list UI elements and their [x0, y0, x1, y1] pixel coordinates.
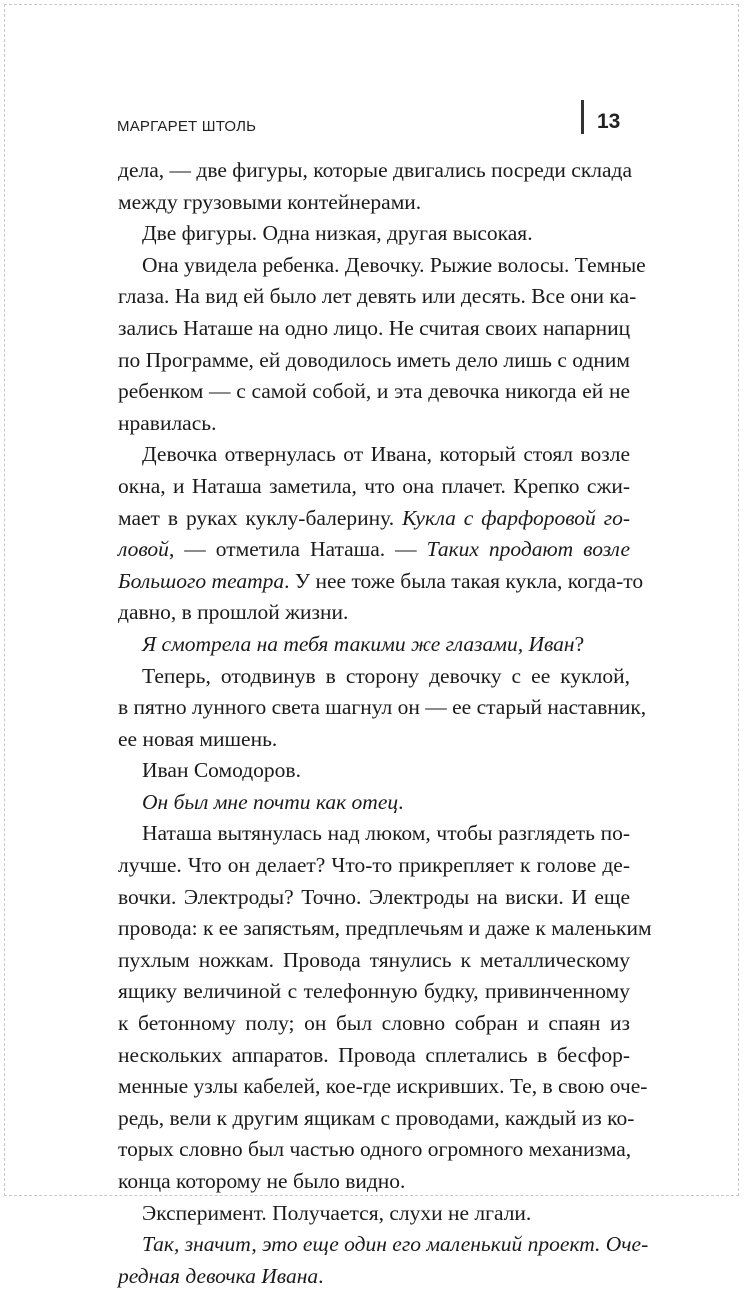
text-line [118, 629, 630, 661]
text-line: ее новая мишень. [118, 726, 278, 751]
text-line: нескольких аппаратов. Провода сплетались в бесфор- [118, 1042, 630, 1067]
italic-text: Большого театра [118, 568, 285, 593]
text-line: Эксперимент. Получается, слухи не лгали. [142, 1200, 532, 1225]
text-line: ящику величиной с телефонную будку, привинченному [118, 979, 630, 1004]
text-line: пухлым ножкам. Провода тянулись к металлическому [118, 947, 630, 972]
text-line: конца которому не было видно. [118, 1169, 406, 1193]
text-line [118, 503, 630, 535]
text-line: глаза. На вид ей было лет девять или десять. Все они ка- [118, 284, 637, 309]
text-line: к бетонному полу; он был словно собран и спаян из [118, 1011, 630, 1036]
italic-text: Кукла с фарфоровой го- [402, 505, 631, 530]
text-line: дела, — две фигуры, которые двигались посреди склада [118, 158, 633, 182]
text-run: . [398, 789, 404, 814]
italic-text: ловой [118, 537, 169, 562]
text-line: Она увидела ребенка. Девочку. Рыжие волосы. Темные [142, 252, 646, 277]
text-run: . [318, 1263, 324, 1288]
text-line: лучше. Что он делает? Что-то прикрепляет к голове де- [118, 853, 630, 878]
text-run: , — отметила Наташа. — [168, 537, 427, 562]
header-divider [581, 100, 584, 134]
text-line [118, 1229, 649, 1261]
text-line: вочки. Электроды? Точно. Электроды на виски. И еще [118, 884, 630, 909]
running-head-author: МАРГАРЕТ ШТОЛЬ [117, 118, 257, 135]
text-line: между грузовыми контейнерами. [118, 189, 422, 214]
text-line: торых словно был частью одного огромного механизма, [118, 1137, 632, 1162]
text-run: . У нее тоже была такая кукла, когда-то [284, 568, 644, 593]
italic-text: Я смотрела на тебя такими же глазами, Иван [142, 631, 575, 656]
text-line: зались Наташе на одно лицо. Не считая своих напарниц [118, 315, 631, 340]
text-line: давно, в прошлой жизни. [118, 600, 349, 625]
text-line: редь, вели к другим ящикам с проводами, каждый из ко- [118, 1105, 635, 1130]
text-line: менные узлы кабелей, кое-где искривших. Те, в свою оче- [118, 1074, 648, 1099]
text-run: мает в руках куклу-балерину. [118, 505, 403, 530]
text-line: провода: к ее запястьям, предплечьям и даже к маленьким [118, 916, 652, 941]
italic-text: Он был мне почти как отец [142, 789, 399, 814]
text-line: Теперь, отодвинув в сторону девочку с ее куклой, [142, 663, 630, 688]
text-line: нравилась. [118, 410, 217, 435]
text-line: ребенком — с самой собой, и эта девочка никогда ей не [118, 379, 630, 404]
text-line: Две фигуры. Одна низкая, другая высокая. [142, 221, 533, 246]
text-line: в пятно лунного света шагнул он — ее старый наставник, [118, 695, 647, 720]
text-line: окна, и Наташа заметила, что она плачет. Крепко сжи- [118, 473, 630, 498]
text-line [118, 534, 630, 566]
page-number: 13 [597, 110, 621, 133]
body-text [118, 155, 652, 1292]
text-line [118, 1261, 630, 1292]
text-line: Наташа вытянулась над люком, чтобы разглядеть по- [142, 821, 630, 846]
text-line: Иван Сомодоров. [142, 758, 301, 783]
italic-text: редная девочка Ивана [118, 1263, 319, 1288]
text-line: Девочка отвернулась от Ивана, который стоял возле [142, 442, 630, 467]
italic-text: Так, значит, это еще один его маленький проект. Оче- [142, 1232, 649, 1257]
text-line: по Программе, ей доводилось иметь дело лишь с одним [118, 347, 630, 372]
text-line [118, 787, 630, 819]
italic-text: Таких продают возле [426, 537, 630, 562]
text-run: ? [574, 631, 585, 656]
text-line [118, 566, 644, 598]
